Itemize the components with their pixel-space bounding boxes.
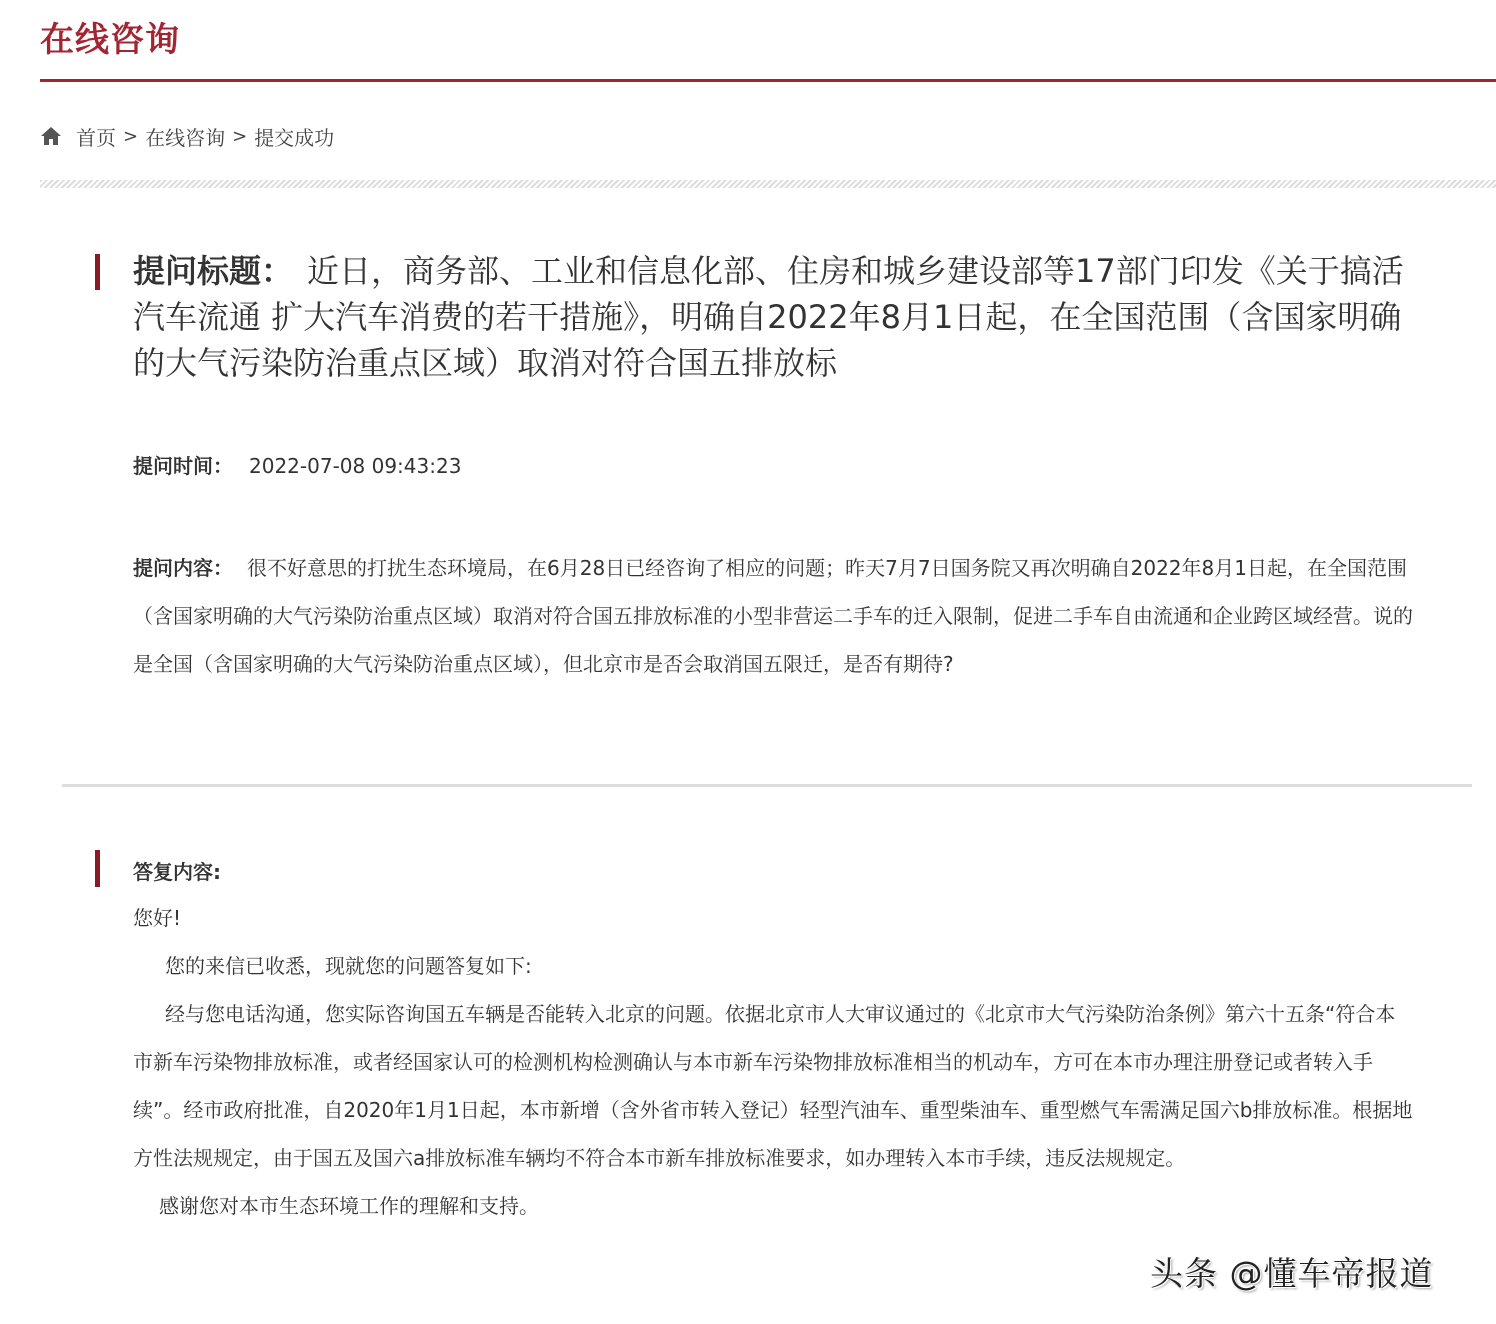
- hatched-divider: [40, 180, 1496, 188]
- reply-label: 答复内容:: [133, 860, 221, 884]
- breadcrumb: [40, 118, 334, 154]
- page-header: [40, 14, 1496, 82]
- question-title-label: 提问标题：: [133, 252, 294, 290]
- reply-paragraph: 感谢您对本市生态环境工作的理解和支持。: [159, 1194, 539, 1218]
- home-icon[interactable]: [40, 125, 62, 147]
- breadcrumb-current: 提交成功: [254, 125, 335, 150]
- question-time-label: 提问时间：: [133, 454, 233, 478]
- reply-paragraph: 经与您电话沟通，您实际咨询国五车辆是否能转入北京的问题。依据北京市人大审议通过的《北京市大气污染防治条例》第六十五条“符合本市新车污染物排放标准，或者经国家认可的检测机构检测确认与本市新车污染物排放标准相当的机动车，方可在本市办理注册登记或者转入手续”。经市政府批准，自2020年1月1日起，本市新增（含外省市转入登记）轻型汽油车、重型柴油车、重型燃气车需满足国六b排放标准。根据地方性法规规定，由于国五及国六a排放标准车辆均不符合本市新车排放标准要求，如办理转入本市手续，违反法规规定。: [133, 1002, 1413, 1170]
- question-section: [95, 248, 1415, 386]
- section-divider: [62, 784, 1472, 787]
- reply-paragraph: 您的来信已收悉，现就您的问题答复如下:: [165, 954, 532, 978]
- question-title-text: 近日，商务部、工业和信息化部、住房和城乡建设部等17部门印发《关于搞活汽车流通 扩大汽车消费的若干措施》，明确自2022年8月1日起，在全国范围（含国家明确的大气污染防治重点区域）取消对符合国五排放标: [133, 252, 1404, 382]
- question-content-text: 很不好意思的打扰生态环境局，在6月28日已经咨询了相应的问题；昨天7月7日国务院又再次明确自2022年8月1日起，在全国范围（含国家明确的大气污染防治重点区域）取消对符合国五排放标准的小型非营运二手车的迁入限制，促进二手车自由流通和企业跨区域经营。说的是全国（含国家明确的大气污染防治重点区域），但北京市是否会取消国五限迁，是否有期待?: [133, 556, 1413, 676]
- breadcrumb-separator: >: [232, 125, 248, 147]
- question-content: [133, 544, 1413, 688]
- question-content-label: 提问内容：: [133, 556, 233, 580]
- section-accent-bar: [95, 850, 100, 887]
- reply-section: [95, 850, 1415, 1230]
- question-time-value: 2022-07-08 09:43:23: [249, 454, 462, 478]
- question-time: [133, 448, 461, 484]
- watermark: 头条 @懂车帝报道: [1150, 1254, 1434, 1293]
- question-title: [133, 248, 1415, 386]
- breadcrumb-home-link[interactable]: 首页: [76, 125, 116, 150]
- breadcrumb-consult-link[interactable]: 在线咨询: [145, 125, 226, 150]
- reply-body: [133, 894, 1415, 1230]
- page-title: 在线咨询: [40, 20, 180, 60]
- breadcrumb-separator: >: [123, 125, 139, 147]
- reply-greeting: 您好!: [133, 906, 182, 930]
- section-accent-bar: [95, 254, 100, 290]
